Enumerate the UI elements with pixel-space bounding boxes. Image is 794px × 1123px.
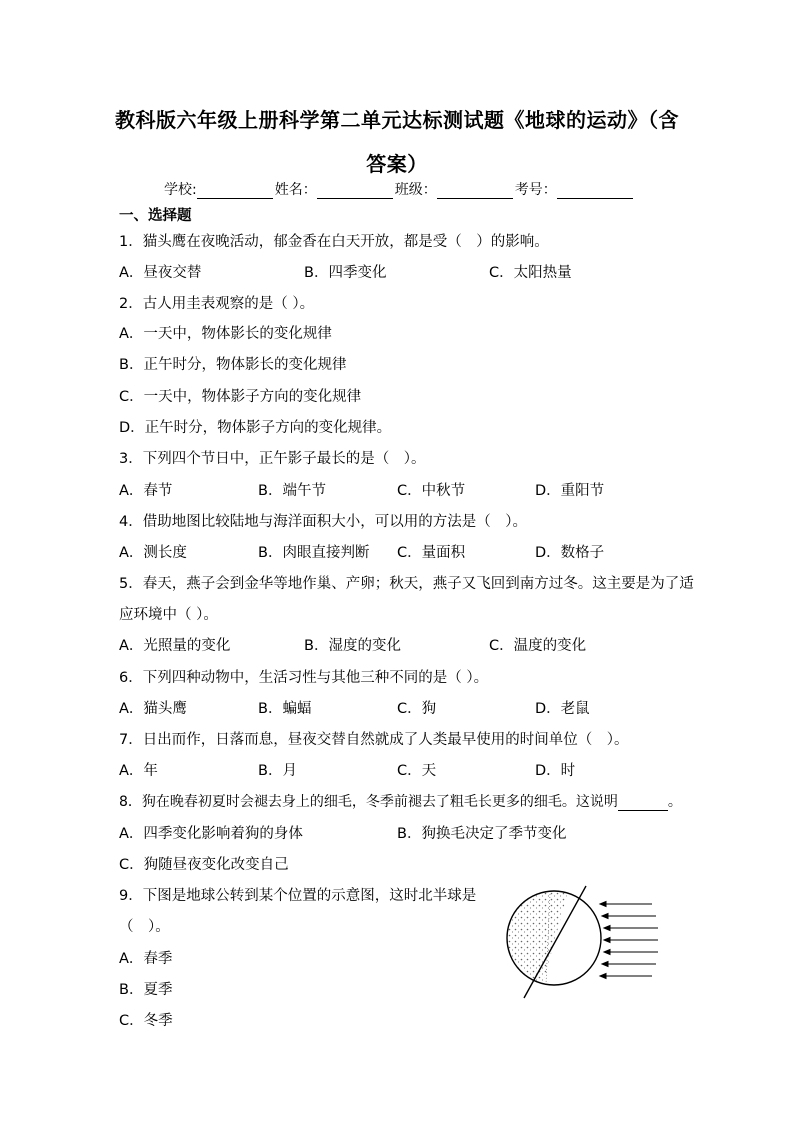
option[interactable]: C．狗 [397,701,437,717]
question-stem: 9．下图是地球公转到某个位置的示意图，这时北半球是 [119,888,477,904]
option[interactable]: A．春节 [119,483,173,499]
class-label: 班级： [394,182,437,198]
option[interactable]: A．光照量的变化 [119,638,231,654]
class-blank[interactable] [437,184,513,199]
number-label: 考号： [514,182,557,198]
question-stem: 1．猫头鹰在夜晚活动，郁金香在白天开放，都是受（ ）的影响。 [119,234,549,250]
question-stem-end: 。 [667,794,682,810]
question-stem: 7．日出而作，日落而息，昼夜交替自然就成了人类最早使用的时间单位（ ）。 [119,732,629,748]
name-label: 姓名： [274,182,317,198]
option[interactable]: C．狗随昼夜变化改变自己 [119,857,289,873]
option[interactable]: D．数格子 [535,545,605,561]
section-heading: 一、选择题 [119,208,192,224]
question-stem: 4．借助地图比较陆地与海洋面积大小，可以用的方法是（ ）。 [119,514,527,530]
option[interactable]: A．昼夜交替 [119,265,202,281]
option[interactable]: A．测长度 [119,545,187,561]
option[interactable]: C．太阳热量 [489,265,572,281]
question-stem: 6．下列四种动物中，生活习性与其他三种不同的是（ ）。 [119,670,489,686]
question-stem-continued: 应环境中（ ）。 [119,607,218,623]
option[interactable]: B．夏季 [119,982,173,998]
option[interactable]: B．蝙蝠 [258,701,312,717]
page-title-continued: 答案） [366,152,428,176]
option[interactable]: B．狗换毛决定了季节变化 [397,826,567,842]
sunlight-arrows [600,902,658,979]
answer-blank[interactable] [618,796,668,811]
question-stem: 2．古人用圭表观察的是（ ）。 [119,296,315,312]
question-stem: 3．下列四个节日中，正午影子最长的是（ ）。 [119,451,426,467]
option[interactable]: C．量面积 [397,545,466,561]
option[interactable]: A．猫头鹰 [119,701,187,717]
name-blank[interactable] [317,184,393,199]
option[interactable]: D．重阳节 [535,483,605,499]
question-stem-continued: （ ）。 [119,919,170,935]
question-stem: 5．春天，燕子会到金华等地作巢、产卵；秋天，燕子又飞回到南方过冬。这主要是为了适 [119,576,694,592]
option[interactable]: B．正午时分，物体影长的变化规律 [119,357,347,373]
option[interactable]: A．一天中，物体影长的变化规律 [119,326,332,342]
option[interactable]: D．老鼠 [535,701,590,717]
option[interactable]: A．春季 [119,951,173,967]
option[interactable]: B．湿度的变化 [304,638,401,654]
option[interactable]: B．月 [258,763,297,779]
page-title: 教科版六年级上册科学第二单元达标测试题《地球的运动》（含 [115,108,679,132]
school-label: 学校: [164,182,197,198]
option[interactable]: A．四季变化影响着狗的身体 [119,826,303,842]
earth-orbit-diagram [496,880,666,1002]
school-blank[interactable] [197,184,273,199]
option[interactable]: B．四季变化 [304,265,387,281]
number-blank[interactable] [557,184,633,199]
option[interactable]: C．一天中，物体影子方向的变化规律 [119,389,362,405]
student-info-line [164,179,635,199]
option[interactable]: C．中秋节 [397,483,466,499]
option[interactable]: C．天 [397,763,437,779]
option[interactable]: D．时 [535,763,576,779]
option[interactable]: C．冬季 [119,1013,173,1029]
option[interactable]: B．肉眼直接判断 [258,545,370,561]
option[interactable]: D．正午时分，物体影子方向的变化规律。 [119,420,392,436]
option[interactable]: A．年 [119,763,158,779]
question-stem [119,791,682,811]
option[interactable]: B．端午节 [258,483,326,499]
option[interactable]: C．温度的变化 [489,638,587,654]
question-stem-text: 8．狗在晚春初夏时会褪去身上的细毛，冬季前褪去了粗毛长更多的细毛。这说明 [119,794,618,810]
